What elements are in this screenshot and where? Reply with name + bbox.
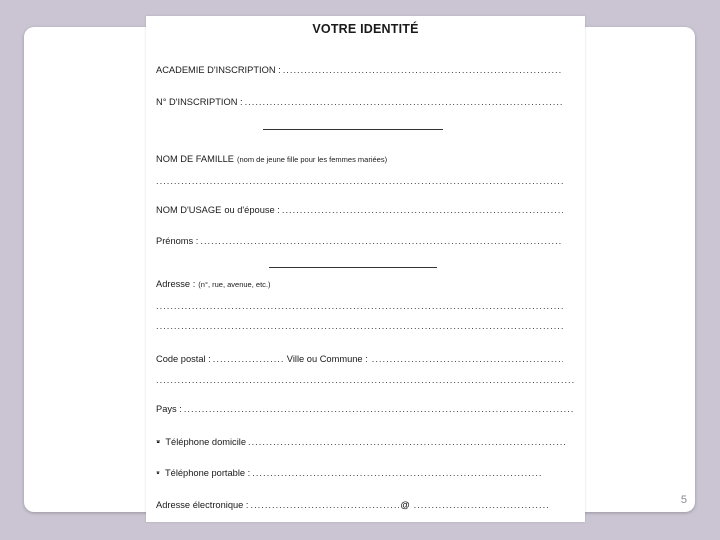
code-postal-label: Code postal : bbox=[156, 354, 211, 364]
academie-field[interactable] bbox=[156, 65, 563, 75]
separator-rule bbox=[263, 129, 443, 130]
num-inscription-label: N° D'INSCRIPTION : bbox=[156, 97, 243, 107]
phone-icon bbox=[156, 469, 160, 476]
num-inscription-field[interactable] bbox=[156, 97, 563, 107]
pays-label: Pays : bbox=[156, 404, 182, 414]
nom-famille-heading bbox=[156, 154, 563, 164]
adresse-note: (n°, rue, avenue, etc.) bbox=[198, 280, 271, 289]
dotted-line bbox=[156, 321, 563, 331]
ville-line-2[interactable] bbox=[156, 375, 575, 385]
phone-icon bbox=[156, 438, 160, 445]
form-document bbox=[146, 16, 585, 522]
nom-usage-field[interactable] bbox=[156, 205, 563, 215]
dotted-line bbox=[282, 205, 563, 215]
nom-usage-label: NOM D'USAGE bbox=[156, 205, 222, 215]
tel-domicile-field[interactable] bbox=[156, 437, 567, 447]
dotted-line bbox=[248, 437, 567, 447]
adresse-line-2[interactable] bbox=[156, 321, 563, 331]
adresse-label: Adresse : bbox=[156, 279, 196, 289]
dotted-line bbox=[283, 65, 563, 75]
dotted-line bbox=[156, 375, 575, 385]
tel-portable-label: Téléphone portable : bbox=[164, 468, 251, 478]
nom-famille-label: NOM DE FAMILLE bbox=[156, 154, 235, 164]
nom-usage-note: ou d'épouse : bbox=[224, 205, 280, 215]
dotted-line bbox=[251, 500, 399, 510]
adresse-electronique-field[interactable] bbox=[156, 500, 549, 510]
nom-famille-field[interactable] bbox=[156, 176, 563, 186]
dotted-line bbox=[156, 176, 563, 186]
prenoms-field[interactable] bbox=[156, 236, 563, 246]
dotted-line bbox=[200, 236, 563, 246]
document-title: VOTRE IDENTITÉ bbox=[312, 22, 419, 36]
dotted-line bbox=[213, 354, 285, 364]
adresse-line-1[interactable] bbox=[156, 301, 563, 311]
at-sign: @ bbox=[400, 500, 410, 510]
dotted-line bbox=[245, 97, 563, 107]
tel-portable-field[interactable] bbox=[156, 468, 541, 478]
dotted-line bbox=[414, 500, 549, 510]
academie-label: ACADEMIE D'INSCRIPTION : bbox=[156, 65, 281, 75]
code-postal-ville-field[interactable] bbox=[156, 354, 563, 364]
slide-number: 5 bbox=[680, 494, 687, 506]
dotted-line bbox=[372, 354, 563, 364]
prenoms-label: Prénoms : bbox=[156, 236, 199, 246]
separator-rule bbox=[269, 267, 437, 268]
ville-label: Ville ou Commune : bbox=[286, 354, 368, 364]
dotted-line bbox=[184, 404, 575, 414]
dotted-line bbox=[252, 468, 541, 478]
adresse-heading bbox=[156, 279, 563, 289]
nom-famille-note: (nom de jeune fille pour les femmes mariées) bbox=[237, 155, 388, 164]
tel-domicile-label: Téléphone domicile bbox=[165, 437, 246, 447]
dotted-line bbox=[156, 301, 563, 311]
pays-field[interactable] bbox=[156, 404, 575, 414]
adresse-electronique-label: Adresse électronique : bbox=[156, 500, 249, 510]
